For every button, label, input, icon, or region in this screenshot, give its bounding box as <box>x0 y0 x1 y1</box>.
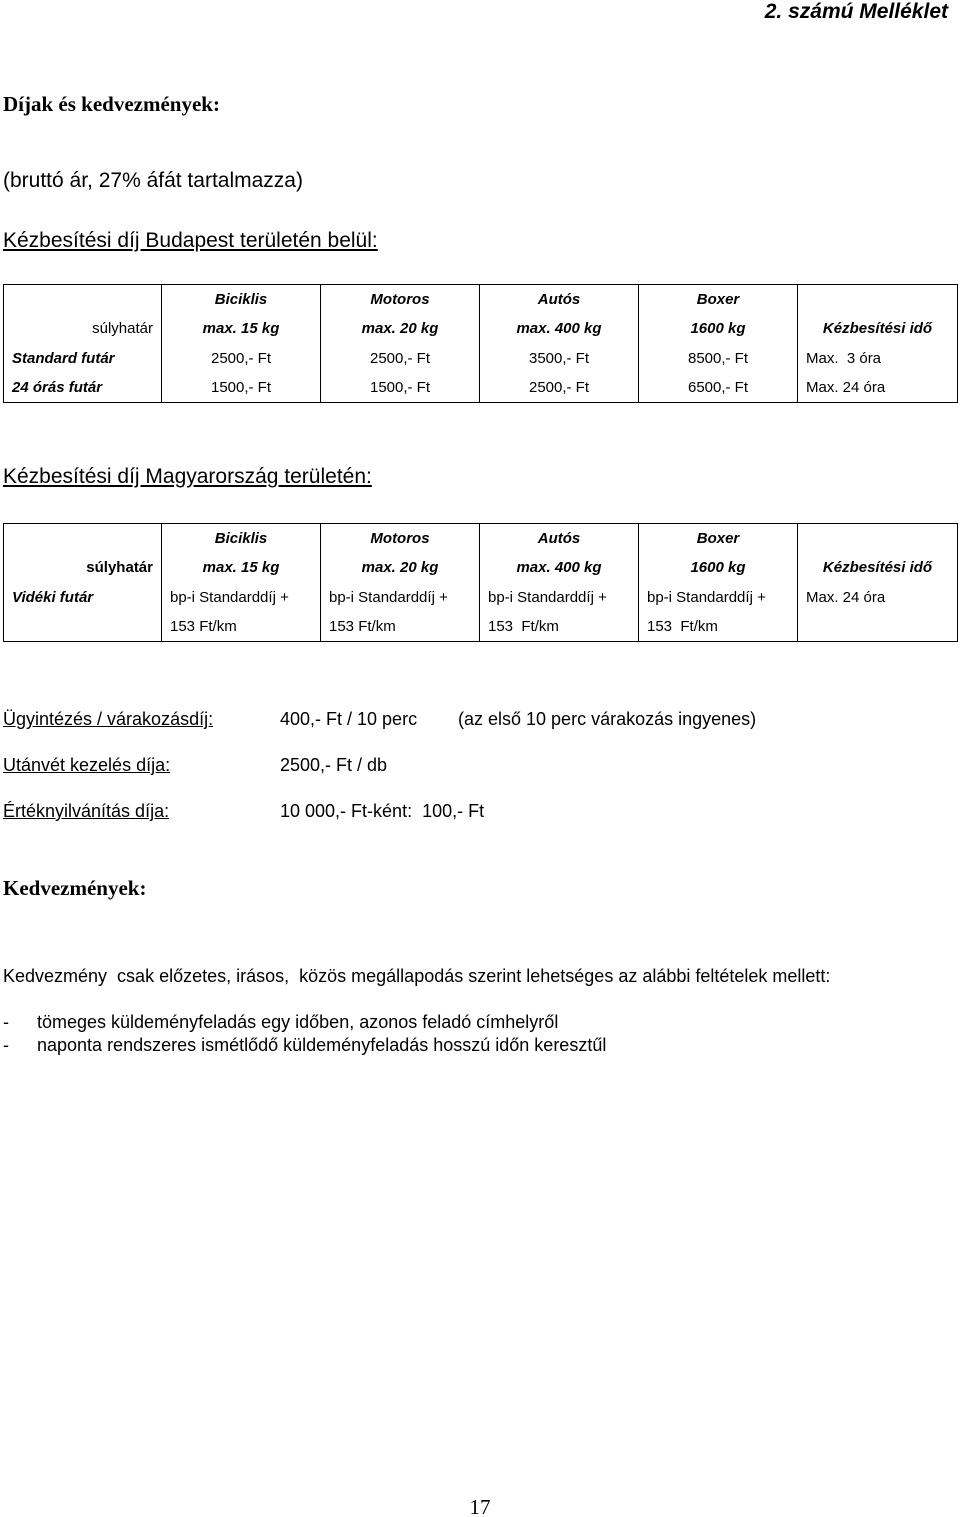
per-km-cell: 153 Ft/km <box>639 612 798 642</box>
discount-intro: Kedvezmény csak előzetes, irásos, közös megállapodás szerint lehetséges az alábbi feltételek mellett: <box>3 966 831 986</box>
discount-item: naponta rendszeres ismétlődő küldeményfeladás hosszú időn keresztűl <box>37 1035 607 1055</box>
bullet-marker: - <box>3 1035 9 1055</box>
delivery-time: Max. 3 óra <box>798 344 958 374</box>
delivery-time: Max. 24 óra <box>798 373 958 403</box>
per-km-cell: 153 Ft/km <box>480 612 639 642</box>
fee-value: 2500,- Ft / db <box>280 755 388 775</box>
table-row <box>4 285 958 315</box>
bullet-marker: - <box>3 1012 9 1032</box>
price-cell: 1500,- Ft <box>162 373 321 403</box>
base-fee-cell: bp-i Standarddíj + <box>639 583 798 613</box>
fee-label: Értéknyilvánítás díja: <box>3 801 170 821</box>
weight-cell: 1600 kg <box>639 553 798 583</box>
budapest-title: Kézbesítési díj Budapest területén belül: <box>3 229 378 252</box>
hungary-fee-table <box>3 523 958 642</box>
service-name: Standard futár <box>4 344 162 374</box>
service-name: Vidéki futár <box>4 583 162 613</box>
weight-cell: max. 20 kg <box>321 314 480 344</box>
table-row <box>4 344 958 374</box>
table-row <box>4 553 958 583</box>
vehicle-header: Biciklis <box>162 524 321 554</box>
vehicle-header: Boxer <box>639 285 798 315</box>
vehicle-header: Motoros <box>321 524 480 554</box>
weight-label: súlyhatár <box>4 553 162 583</box>
vehicle-header: Biciklis <box>162 285 321 315</box>
fee-note: (az első 10 perc várakozás ingyenes) <box>458 709 757 729</box>
table-row <box>4 524 958 554</box>
vehicle-header: Autós <box>480 285 639 315</box>
time-header: Kézbesítési idő <box>798 553 958 583</box>
weight-cell: max. 15 kg <box>162 553 321 583</box>
delivery-time: Max. 24 óra <box>798 583 958 613</box>
weight-cell: max. 15 kg <box>162 314 321 344</box>
discount-item: tömeges küldeményfeladás egy időben, azonos feladó címhelyről <box>37 1012 559 1032</box>
base-fee-cell: bp-i Standarddíj + <box>321 583 480 613</box>
weight-cell: 1600 kg <box>639 314 798 344</box>
vehicle-header: Motoros <box>321 285 480 315</box>
fee-label: Utánvét kezelés díja: <box>3 755 171 775</box>
vehicle-header: Autós <box>480 524 639 554</box>
price-cell: 2500,- Ft <box>480 373 639 403</box>
budapest-fee-table <box>3 284 958 403</box>
fee-value: 10 000,- Ft-ként: 100,- Ft <box>280 801 485 821</box>
base-fee-cell: bp-i Standarddíj + <box>162 583 321 613</box>
time-header: Kézbesítési idő <box>798 314 958 344</box>
vat-note: (bruttó ár, 27% áfát tartalmazza) <box>3 169 303 192</box>
per-km-cell: 153 Ft/km <box>162 612 321 642</box>
table-row <box>4 314 958 344</box>
page-number: 17 <box>469 1495 491 1517</box>
weight-cell: max. 400 kg <box>480 314 639 344</box>
table-row <box>4 373 958 403</box>
per-km-cell: 153 Ft/km <box>321 612 480 642</box>
weight-cell: max. 20 kg <box>321 553 480 583</box>
vehicle-header: Boxer <box>639 524 798 554</box>
price-cell: 2500,- Ft <box>321 344 480 374</box>
fee-value: 400,- Ft / 10 perc <box>280 709 418 729</box>
annex-title: 2. számú Melléklet <box>764 0 948 23</box>
table-row <box>4 583 958 613</box>
hungary-title: Kézbesítési díj Magyarország területén: <box>3 465 372 488</box>
discounts-heading: Kedvezmények: <box>3 876 147 900</box>
price-cell: 8500,- Ft <box>639 344 798 374</box>
fee-label: Ügyintézés / várakozásdíj: <box>3 709 214 729</box>
table-row <box>4 612 958 642</box>
service-name: 24 órás futár <box>4 373 162 403</box>
price-cell: 1500,- Ft <box>321 373 480 403</box>
price-cell: 6500,- Ft <box>639 373 798 403</box>
fees-heading: Díjak és kedvezmények: <box>3 92 220 116</box>
base-fee-cell: bp-i Standarddíj + <box>480 583 639 613</box>
price-cell: 3500,- Ft <box>480 344 639 374</box>
price-cell: 2500,- Ft <box>162 344 321 374</box>
weight-label: súlyhatár <box>4 314 162 344</box>
weight-cell: max. 400 kg <box>480 553 639 583</box>
